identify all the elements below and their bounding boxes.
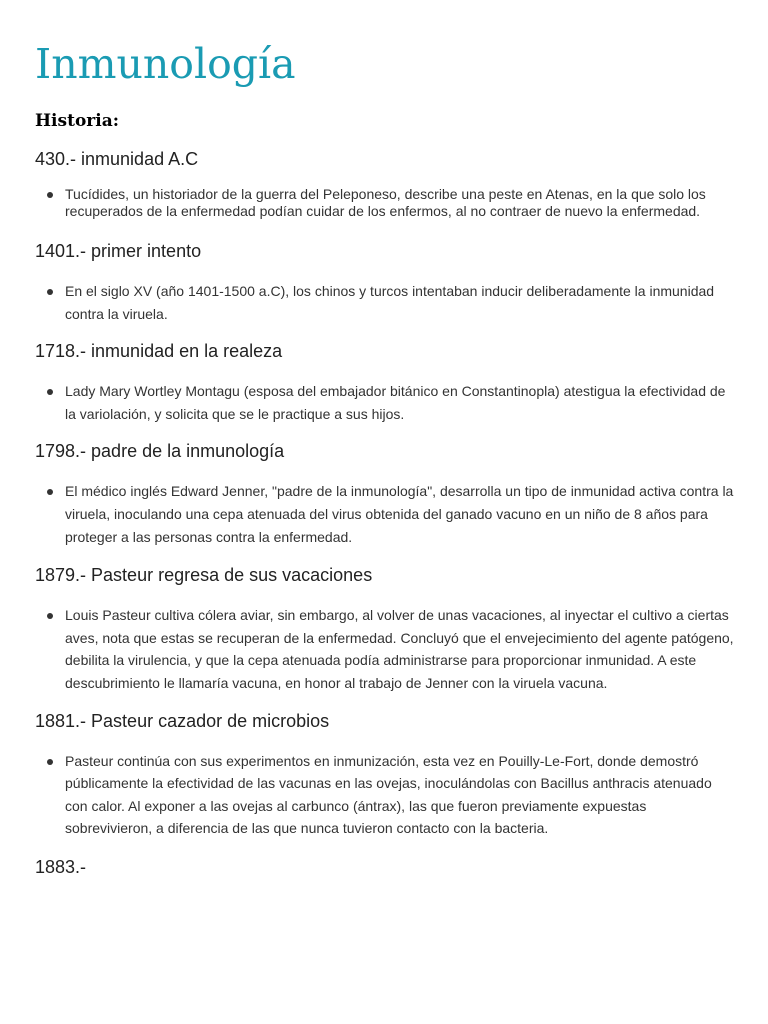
- entry-bullet-list: [35, 750, 735, 840]
- bullet-icon: [47, 192, 53, 198]
- list-item: [35, 750, 735, 840]
- entry-bullet-list: [35, 604, 735, 694]
- timeline-entry: [35, 148, 735, 220]
- list-item: [35, 604, 735, 694]
- entry-heading: 1798.- padre de la inmunología: [35, 441, 285, 462]
- entry-heading: 430.- inmunidad A.C: [35, 149, 199, 169]
- entry-bullet-list: [35, 186, 735, 220]
- timeline-entry: [35, 240, 735, 325]
- timeline-entry: [35, 440, 735, 548]
- bullet-icon: [47, 613, 53, 619]
- bullet-icon: [47, 489, 53, 495]
- timeline-entry: [35, 340, 735, 425]
- entry-heading: 1883.-: [35, 856, 87, 877]
- list-item-text: En el siglo XV (año 1401-1500 a.C), los chinos y turcos intentaban inducir deliberadamente la inmunidad contra la viruela.: [65, 283, 715, 322]
- list-item-text: Pasteur continúa con sus experimentos en inmunización, esta vez en Pouilly-Le-Fort, donde demostró públicamente la efectividad de las vacunas en las ovejas, inoculándolas con Bacillus anthracis atenuado con calor. Al exponer a las ovejas al carbunco (ántrax), las que fueron previamente expuestas sobrevivieron, a diferencia de las que nunca tuvieron contacto con la bacteria.: [65, 752, 712, 837]
- entry-heading: 1401.- primer intento: [35, 241, 202, 261]
- timeline-entry: [35, 564, 735, 694]
- list-item: [35, 280, 735, 325]
- timeline-entries: [35, 148, 735, 878]
- list-item-text: El médico inglés Edward Jenner, "padre de la inmunología", desarrolla un tipo de inmunidad activa contra la viruela, inoculando una cepa atenuada del virus obtenida del ganado vacuno en un niño de 8 años para proteger a las personas contra la enfermedad.: [65, 483, 734, 545]
- timeline-entry: [35, 710, 735, 840]
- list-item: [35, 480, 735, 548]
- timeline-entry: [35, 856, 735, 878]
- entry-bullet-list: [35, 280, 735, 325]
- list-item-text: Tucídides, un historiador de la guerra del Peleponeso, describe una peste en Atenas, en la que solo los recuperados de la enfermedad podían cuidar de los enfermos, al no contraer de nuevo la enfermedad.: [65, 186, 706, 219]
- entry-heading: 1879.- Pasteur regresa de sus vacaciones: [35, 565, 373, 586]
- entry-bullet-list: [35, 380, 735, 425]
- section-subtitle: Historia:: [35, 111, 119, 131]
- bullet-icon: [47, 289, 53, 295]
- entry-heading: 1718.- inmunidad en la realeza: [35, 341, 283, 362]
- entry-bullet-list: [35, 480, 735, 548]
- entry-heading: 1881.- Pasteur cazador de microbios: [35, 710, 330, 731]
- page-title: Inmunología: [35, 40, 296, 88]
- list-item-text: Louis Pasteur cultiva cólera aviar, sin embargo, al volver de unas vacaciones, al inyectar el cultivo a ciertas aves, nota que estas se recuperan de la enfermedad. Concluyó que el envejecimiento del agente patógeno, debilita la virulencia, y que la cepa atenuada podía administrarse para proporcionar inmunidad. A este descubrimiento le llamaría vacuna, en honor al trabajo de Jenner con la viruela vacuna.: [65, 607, 734, 691]
- bullet-icon: [47, 759, 53, 765]
- bullet-icon: [47, 389, 53, 395]
- list-item: [35, 380, 735, 425]
- list-item-text: Lady Mary Wortley Montagu (esposa del embajador bitánico en Constantinopla) atestigua la efectividad de la variolación, y solicita que se le practique a sus hijos.: [65, 383, 726, 422]
- list-item: [35, 186, 735, 220]
